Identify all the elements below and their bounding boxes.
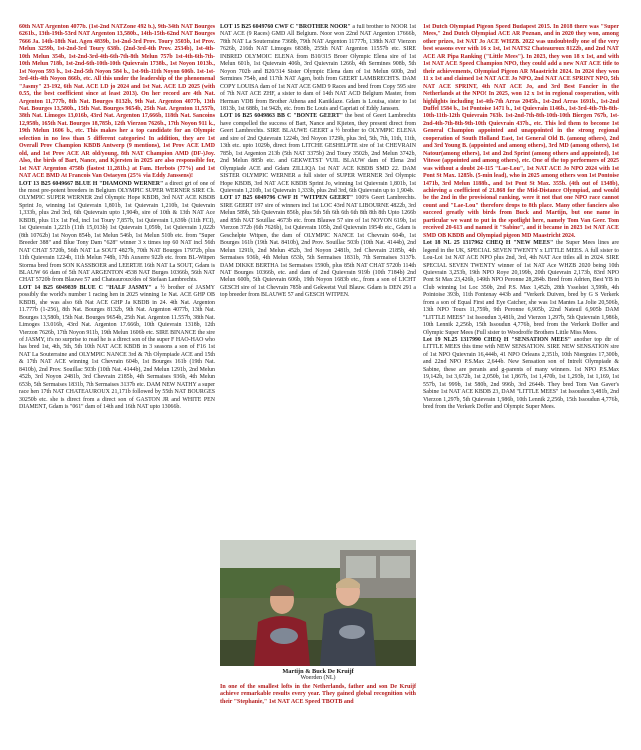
- fanciers-photo: [220, 540, 416, 666]
- lot-17-title: LOT 17 B25 6049796 CWF H "WITPEN GEERT": [220, 195, 354, 202]
- lot-16-description: the best of Geert Lambrechts have compelled the success of Bart, Nance and Kjieten, they present direct from Geert Lambrechts. SIRE BLAUWE GEERT a ½ brother to OLYMPIC ELENA and sire of 2nd Quievrain 1224b, 3rd Noyon 1729b, plus 3rd, 5th, 7th, 11th, 11th, 13th etc. upto 1029b, direct from LITCHE GESHELPTE sire of 1st CHEVRAIN 785b, 1st Argenton 213b (5th NAT 3375b) 2nd Toury 3502b, 2nd Melun 3742b, 2nd Melun 885b etc. and GEKWETST VUIL BLAUW dam of Elena 2nd Olympiade ACE and Gdam ZILLIQA 1st NAT ACE KBDB SMD 22. DAM SISTER OLYMPIC WERNER a full sister of SUPER WERNER 3rd Olympic Hope KBDB, 3rd NAT ACE KBDB Sprint Jo, winning 1st Quievrain 1,801b, 1st Quievrain 1,210b, 1st Quievrain 1,333b, plus 2nd 3rd, 6th Quievrain up to 1,904b.: [220, 113, 416, 194]
- lot-15-description: a full brother to NOOR 1st NAT ACE (9 Races) GMD All Belgium. Noor won 22nd NAT Argenton 17666b, 78th NAT La Souterraine 7368b, 79th NAT Argenton 11777b, 138th NAT Vierzon 7626b, 216th NAT Limoges 6838b, 255th NAT Argenton 11557b etc. SIRE INBRED OLYMOIC ELENA from B10/315 Broer Olympic Elena sire of 1st Melun 601b, 1st Quievrain 406b, 3rd Quievrain 1266b, 4th Sermines 908b, 5th Noyon 702b and B20/314 Sister Olympic Elena dam of 1st Melun 600b, 2nd Sermines 754b, and 117th NAT Agen, both from GEERT LAMBRECHTS. DAM COPY LOUISA dam of 1st NAT ACE GMD 9 Races and bred from Copy 595 sire of 7th NAT ACE ZHF, a sister to dam of 14th NAT ACD Belgium Master, from Herman VDB from Brother Athena and Kaniklaze. Gdam is Louisa, sister to 1st 1813b, 1st 688b, 1st 942b, etc. from Bc Louis and Capriati of Eddy Janssen.: [220, 24, 416, 112]
- lot-18-description: the Super Mees lines are legend in the UK, SPECIAL SEVEN TWENTY x LITTLE MEES. A full sister to Lou-Loi 1st NAT ACE NPO plus 2nd, 3rd, 4th NAT Ace titles all in 2024. SIRE SPECIAL SEVEN TWENTY winner of 1st NAT Ace WHZB 2020 being 10th Quievrain 3,253b, 19th NPO Roye 20,199b, 20th Quievrain 2,173b, 83rd NPO Pont St Max 23,426b, 149th NPO Peronne 28,284b. Bred from Adrien, Best YB in Club winning 1st Loc 350b, 2nd P.S. Max 1,452b, 28th Ysselstei 3,599b, 4th Pointoise 393b, 11th Fontenay 443b and "Verkerk Duiven, bred by G S Verkerk from a son of Equal First and Eye Catcher, she was 1st Mantes La Jolie 20,506b, 13th NPO Tours 11,759b, 9th Peronne 6,905b, 22nd Nateuil 6,905b DAM "LITTLE MEES" 1st Issoudun 3,481b, 2nd Vierzon 1,297b, 5th Quievrain 1,986b, 10th Lennik 2,256b, 15th Issoudun 4,776b, bred from the Verkerk Doffer and Olympic Super Mees (Full sister to Woodroffe Brothers Little Miss Mees.: [423, 240, 619, 336]
- de-kruijf-results-text: 1st Dutch Olympiad Pigeon Speed Budapest 2015. In 2018 there was "Super Mees," 2nd Dutch Olympiad ACE AR Poznan, and in 2020 they won, among other prizes, 1st NAT Jo ACE WHZB. 2022 was undoubtedly one of the very best seasons ever with 16 x 1st, 1st NATS2 Chateauroux 8122b, and 2nd NAT ACE AR Pipa Ranking ("Little Mees"). In 2023, they won 18 x 1st, and with 1st NAT ACE Speed Champion NPO, they could add a new NAT ACE title to their achievements, Olympiad Pigeon AR Maastricht 2024. In 2024 they won 11 x 1st and claimed 1st NAT ACE Jo NPO, 2nd NAT ACE SPRINT NPO, 5th NAT ACE SPRINT, 4th NAT ACE Jo, and 3rd Best Fancier in the Netherlands at the NPO! In 2025, won 12 x 1st in regional cooperation, with highlights including 1st-4th-7th Arras 2045b., 1st-2nd Arras 1691b., 1st-2nd Duffel 1584 b., 1st Pontoise 1471 b., 1st Quievrain 1146b., 1st-3rd-4th-7th-8th-10th-11th-12th Quievrain 763b. 1st-2nd-7th-8th-10th-10th Biergen 767b, 1st-2nd-4th-7th-8th-9th-10th Quievrain 437b., etc. This led them to become 1st General Champion appointed and unappointed in the strong regional cooperation of South Holland East, 1st General Old B. (among others), 2nd and 3rd Young B. (appointed and among others), 3rd MD (among others), 1st Natour(among others), 1st and 2nd Sprint (among others and appointed), 1st Vitesse (appointed and among others), etc. One of the top performers of 2025 was without a doubt 24-115 "Lae-Lou", 1st NAT ACE Jo NPO 2024 with 1st Pont St Max. 1285b. (5-min lead), who in 2025 among others won 1st Pontoise 1471b, 3rd Melun 1188b., and 1st Pont St Max. 355b. (4th out of 1348b), achieving a coefficient of 21.868 for the Mid-Distance Olympiad, and would be the 2nd in the provisional ranking, were it not that one NPO race cannot count and "Lae-Lou" therefore drops to 8th place. Many other fanciers also succeed greatly with birds from Buck and Martijn, but one name in particular we want to put in the spotlight here, namely Tom Van Geer. Tom received 20-613 and named it "Sabine", and it became in 2023 1st NAT ACE SMD OB KBDB and Olympiad pigeon MD Maastricht 2024.: [423, 24, 619, 239]
- lot-16-title: LOT 16 B25 6049863 BB C "BONTE GEERT": [220, 113, 344, 120]
- lot-19-title: Lot 19 NL25 1317990 CHEQ H "SENSATION MEES": [423, 337, 572, 344]
- caption-names: Martijn & Buck De Kruijf: [282, 668, 354, 675]
- lot-17-description: 100% Geert Lambrechts. SIRE GEERT 197 sire of winners incl 1st LOC 43rd NAT LIBOURNE 4822b, 3rd Melun 589b, 5th Quievrain 856b, plus 5th 5th 6th 6th 6th 8th 8th 8th Upto 1266b and 85th NAT Souillac 4673b etc. from Blauwe 57 sire of 1st NOYON 619b, 1st Vierzon 372b (6th 7626b), 1st Quievrain 105b, 2nd Quievrain 1954b etc., Gdam is Geschelpte Witpen, the dam of OLYMPIC NANCE 1st Chevrain 604b, 1st Bourges 161b (19th Nat. 8410b), 2nd Prov. Souillac 503b (10th Nat. 4144b), 2nd Melun 1291b, 2nd Melun 452b, 3rd Noyon 2481b, 3rd Chevrain 2185b, 4th Sermaises 936b, 4th Melun 653b, 5th Sermaises 1831b, 7th Sermaises 3137b. DAM DIKKE BERTHA 1st Sermaises 1590b, plus 85th NAT CHAT 5720b 114th NAT Bourges 10366b, etc. and dam of 2nd Quievrain 919b (10th 7184b) 2nd Melun 600b, 5th Quievrain 606b, 19th Noyon 1683b etc., from a son of LICHT GESCH sire of 1st Chevrain 785b and Gekwetst Vuil Blauw. Gdam is DEN 291 a top breeder from BLAUWE 57 and GESCH WITPEN.: [220, 195, 416, 299]
- intro-results-text: 60th NAT Argenton 4077b. (1st-2nd NATZone 492 b.), 9th-34th NAT Bourges 6261b., 13th-19th-53rd NAT Argenton 13,580b., 14th-15th-62nd NAT Bourges 7666 Ja. 14th-18th Nat. Agen 4839b, 1st-2nd-3rd Prov. Toury 3503b, 1st Prov. Melun 3259b, 1st-2nd-3rd Toury 638b. (2nd-3rd-4th Prov. 2534b), 1st-4th-10th Melun 354b, 1st-2nd-3rd-4th-6th-7th-8th Melun 757b 1st-4th-6th-7th-10th Melun 718b, 1st-2nd-6th-10th-10th Quievrain 1738b., 1st Noyon 1013b., 1st Noyon 593 b., 1st-2nd-5th Noyon 584 b., 1st-9th-11th Noyon 606b. 1st-1st-3rd-4th-4th Noyon 866b, etc. All this under the leadership of the phenomenal "Jasmy" 23-192, 6th Nat. ACE LD jo 2024 and 1st Nat. ACE LD 2025 (with 0.55, the best coefficient since at least 2013). On her record are 4th Nat. Argenton 11,777b, 8th Nat. Bourges 8132b, 9th Nat. Argenton 4077b, 13th Nat. Bourges 13,580b., 15th Nat. Bourges 9654b, 25th Nat. Argenton 11,557b, 38th Nat. Limoges 13,016b, 43rd Nat. Argenton 17,666b, 118th Nat. Sancoins 12,958b, 165th Nat. Bourges 18,785b, 12th Vierzon 7626b., 17th Noyon 911 k., 19th Melun 1606 b., etc. This makes her a top candidate for an Olympic selection in no less than 5 different categories! In addition, they are 1st Overall Prov Champion KBDB Antwerp (9 mentions), 1st Prov ACE LMD old, and 1st Prov ACE AR old/young, 8th NAT Champion AMD (DF-)Joy. Also, the birds of Bart, Nance, and Kjersten in 2025 are also responsible for, 1st NAT Argenton 4758b (fastest 11,281b.) at Fam. Herbots (77%) and 1st NAT ACE BMD At Francois Van Ostaeyen (25% via Eddy Janssens)!: [19, 24, 215, 180]
- lot-18-title: Lot 18 NL 25 1317962 CHEQ H "NEW MEES": [423, 240, 554, 247]
- lot-14-title: LOT 14 B25 6049839 BLUE C "HALF JASMY": [19, 284, 152, 291]
- column-right: [423, 24, 619, 728]
- lot-15-title: LOT 15 B25 6049760 CWF C "BROTHER NOOR": [220, 24, 351, 30]
- column-middle: [220, 24, 416, 536]
- intro-de-kruijf-text: In one of the smallest lofts in the Netherlands, father and son De Kruijf achieve remarkable results every year. They gained global recognition with their "Stephanie," 1st NAT ACE Speed TBOTB and: [220, 684, 416, 705]
- caption-location: Woerden (NL): [300, 675, 336, 682]
- lot-13-description: a direct grt of one of the most pre-potent breeders in Belgium OLYMPIC SUPER WERNER SIRE Ch. OLYMPIC SUPER WERNER 2nd Olympic Hope KBDB, 3rd NAT ACE KBDB Sprint Jo, winning 1st Quievrain 1,801b, 1st Quievrain 1,210b, 1st Quievrain 1,333b, plus 2nd 3rd, 6th Quievrain upto 1,904b, sire of 10th & 13th NAT Ace KBDB, plus 11x 1st Fed, incl 1st Toury 7,857b, 1st Quievrain 1,639b (11th FCI), 1st Quievrain 1,221b (11th 15,013b) 1st Quievrain 1,059b, 1st Quievrain 1,022b (8th 10762b) 1st Noyon 854b, 1st Melun 546b, 1st Melun 510b etc. from "Super Breeder 388" and Blue Tony Dam "628" winner 3 x times top 60 NAT incl 56th NAT CHAT 5720b, 56th NAT La SOUT 4827b, 70th NAT Bourges 17972b, plus 11th Quievrain 1224b, 11th Melun 748b, 17th Auxerre 922b etc. from BL-Witpen Storma bred from SON KASSBOER and LEERTJE 16th NAT La SOUT, Gdam is BLAUW 66 dam of 5th NAT ARGENTON 4538 NAT Burges 10366b, 56th NAT CHAT 5720b from Blauwe 57 and Chateauroux/des of Stefaan Lambrechts.: [19, 180, 215, 284]
- column-left: [19, 24, 215, 728]
- lot-13-title: LOT 13 B25 6049667 BLUE H "DIAMOND WERNER": [19, 180, 164, 187]
- lot-19-description: another top dtr of LITTLE MEES this time with NEW SENSATION. SIRE NEW SENSATION sire of 1st NPO Quievrain 16,444b, 41 NPO Orleans 2,351b, 10th Niergnies 17,300b, and 22nd NPO P.S.Max 2,644b. New Sensation son of Intrelt Olympiade & Sabine, these are peranis and g-parents of many winners. 1st NPO P.S.Max 19,142b, 1st 3,672b, 1st 2,050b, 1st 1,867b, 1st 1,470b, 1st 1,293b, 1st 1,169, 1st 557b, 1st 999b, 1st 580b, 2nd 996b, 3rd 2644b. They bred Tom Van Gaver's Sabine 1st NAT ACE KBDB 23, DAM "LITTLE MEES" 1st Issoudun 3,481b, 2nd Vierzon 1,297b, 5th Quievrain 1,986b, 10th Lennik 2,256b, 15th Issoudun 4,776b, bred from the Verkerk Doffer and Olympic Super Mees.: [423, 337, 619, 411]
- lot-14-description: a ½ brother of JASMY possibly the world's number 1 racing hen in 2025 winning 1e Nat. ACE GHP OB KBDB, she was also 6th Nat ACE GHP Ja KBDB in 24. 4th Nat. Argenton 11.777b (1-256), 8th Nat. Bourges 8132b, 9th Nat. Argenton 4077b, 13th Nat. Bourges 13,580b, 15th Nat. Bourges 9654b, 25th Nat. Argenton 11.557b, 38th Nat. Limoges 13.016b, 43rd Nat. Argenton 17.666b, 10th Quievrain 1318b, 12th Vierzon 7626b, 17th Noyon 911b, 19th Melun 1606b etc. SIRE BINANCE the sire of JASMY, it's no surprise to read he is a direct son of the super F HAO-HAO who has bred 1st, 4th, 5th, 5th 10th NAT ACE KBDB in 3 seasons a son of F16 1st NAT La Souterraine and OLYMPIC NANCE 3rd & 7th Olympiade ACE and 15th & 17th NAT ACE winning 1st Chevrain 604b, 1st Bourges 161b (19th Nat. 8410b), 2nd Prov. Souillac 503b (10th Nat. 4144b), 2nd Melun 1291b, 2nd Melun 452b, 3rd Noyon 2481b, 3rd Chevrain 2185b, 4th Sermaises 936b, 4th Melun 653b, 5th Sermaises 1831b, 7th Sermaises 3137b etc. DAM NEW NATHY a super race hen 17th NAT CHATEAUROUX 21,171b followed by 55th NAT BOURGES 30250b etc. she is direct from a direct son of GASTON JR and WHITE PEN DIAMENT, Gdam is "061" dam of 14th and 16th NAT upto 13066b.: [19, 284, 215, 411]
- photo-caption: [220, 668, 416, 683]
